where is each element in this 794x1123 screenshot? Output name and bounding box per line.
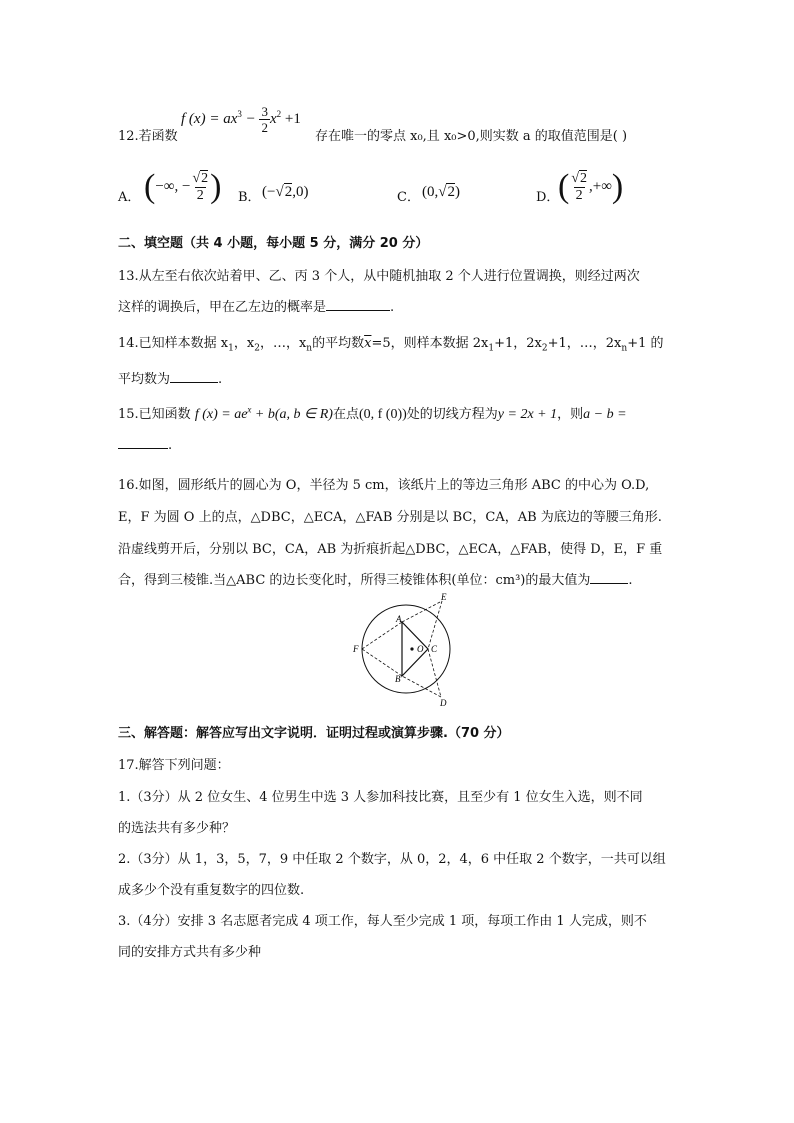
label-b: B <box>395 674 401 684</box>
q12-option-d-label: D． <box>536 190 560 205</box>
q12-option-a: (−∞, − $\frac{√2}{2}$ ) <box>144 168 222 205</box>
q15-answer-blank[interactable] <box>118 448 168 449</box>
q13-line2: 这样的调换后，甲在乙左边的概率是 . <box>118 300 395 315</box>
q14-xbar: $\overline{x}$ <box>364 336 372 351</box>
figure-triangle-abc <box>402 622 428 676</box>
label-a: A <box>396 614 402 624</box>
q13-answer-blank[interactable] <box>326 310 390 311</box>
q15-line2: . <box>118 438 172 453</box>
label-e: E <box>441 592 447 602</box>
section-2-heading: 二、填空题（共 4 小题，每小题 5 分，满分 20 分） <box>118 236 429 251</box>
q12-text: 存在唯一的零点 x₀,且 x₀>0,则实数 a 的取值范围是( ) <box>315 129 628 144</box>
q16-answer-blank[interactable] <box>590 583 628 584</box>
q17-part1-line1: 1.（3分）从 2 位女生、4 位男生中选 3 人参加科技比赛，且至少有 1 位女生入选，则不同 <box>118 790 643 805</box>
q17-intro: 17.解答下列问题： <box>118 758 230 773</box>
q14-line2: 平均数为 . <box>118 372 223 387</box>
section-3-heading: 三、解答题：解答应写出文字说明．证明过程或演算步骤.（70 分） <box>118 726 510 741</box>
q17-part2-line2: 成多少个没有重复数字的四位数. <box>118 883 305 898</box>
q13-line1: 13.从左至右依次站着甲、乙、丙 3 个人，从中随机抽取 2 个人进行位置调换，则经过两次 <box>118 269 640 284</box>
q16-line4: 合，得到三棱锥.当△ABC 的边长变化时，所得三棱锥体积(单位：cm³)的最大值为 . <box>118 573 633 588</box>
q15-line1: 15.已知函数 f $(x) = ae^x + b(a$, b ∈ R)在点(0, f (0))处的切线方程为y = 2x + 1，则a − b = <box>118 404 627 422</box>
label-o: O <box>417 644 424 654</box>
figure-center-dot <box>410 647 413 650</box>
q12-option-b-label: B． <box>238 190 261 205</box>
q12-option-b: (−√2,0) <box>262 184 309 200</box>
q14-answer-blank[interactable] <box>170 382 218 383</box>
label-d: D <box>440 698 447 708</box>
q14-line1: 14.已知样本数据 $x_1$，$x_2$，…，$x_n$的平均数$\overline{x}=5$，则样本数据 $2x_1+1$，$2x_2+1$，…，$2x_n+1$ 的 <box>118 336 664 354</box>
q17-part3-line2: 同的安排方式共有多少种 <box>118 945 262 960</box>
q17-part1-line2: 的选法共有多少种？ <box>118 821 236 836</box>
q17-part3-line1: 3.（4分）安排 3 名志愿者完成 4 项工作，每人至少完成 1 项，每项工作由 1 人完成，则不 <box>118 914 647 929</box>
q12-function: f $(x) = ax^3$ − $\frac{3}{2}$ $x^2 +1$ <box>181 104 301 135</box>
q12-option-c: (0,√2) <box>422 184 460 200</box>
label-c: C <box>431 644 438 654</box>
q12-number: 12.若函数 <box>118 129 178 144</box>
q12-option-d: ( $\frac{√2}{2}$ ,+∞) <box>558 168 624 205</box>
q12-option-c-label: C． <box>397 190 420 205</box>
q12-options <box>118 168 678 220</box>
q12-option-a-label: A． <box>118 190 141 205</box>
q17-part2-line1: 2.（3分）从 1，3，5，7，9 中任取 2 个数字，从 0，2，4，6 中任取 2 个数字，一共可以组 <box>118 852 666 867</box>
q16-line2: E，F 为圆 O 上的点，△DBC，△ECA，△FAB 分别是以 BC，CA，AB 为底边的等腰三角形. <box>118 510 662 525</box>
q16-line3: 沿虚线剪开后，分别以 BC，CA，AB 为折痕折起△DBC，△ECA，△FAB，使得 D，E，F 重 <box>118 542 663 557</box>
q16-figure <box>350 592 460 708</box>
label-f: F <box>353 644 359 654</box>
q16-line1: 16.如图，圆形纸片的圆心为 O，半径为 5 cm，该纸片上的等边三角形 ABC 的中心为 O.D, <box>118 478 650 493</box>
